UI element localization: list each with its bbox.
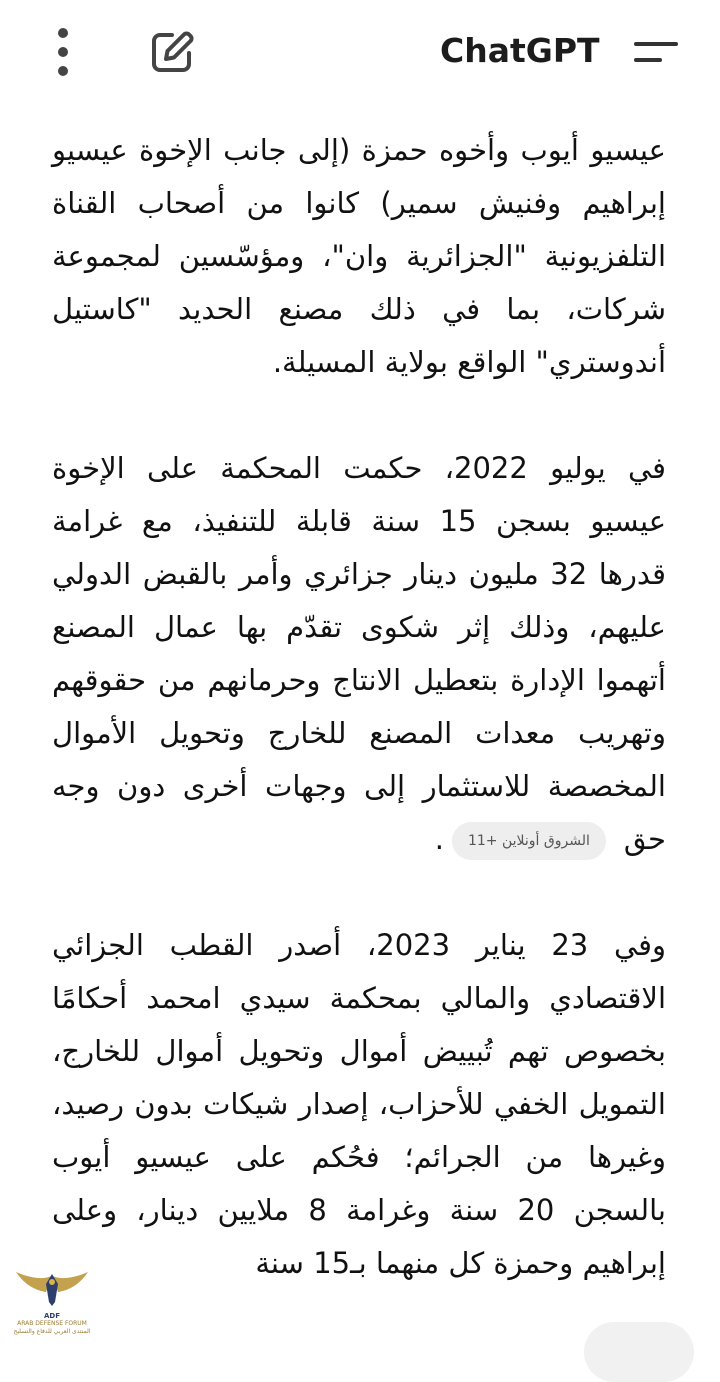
edit-icon[interactable] [146, 26, 198, 78]
message-paragraph-3: وفي 23 يناير 2023، أصدر القطب الجزائي الاقتصادي والمالي بمحكمة سيدي امحمد أحكامًا بخصوص تهم تُبييض أموال وتحويل أموال للخارج، التمويل الخفي للأحزاب، إصدار شيكات بدون رصيد، وغيرها من الجرائم؛ فحُكم على عيسيو أيوب بالسجن 20 سنة وغرامة 8 ملايين دينار، وعلى إبراهيم وحمزة كل منهما بـ15 سنة [52, 928, 667, 1280]
forum-watermark [0, 1270, 104, 1342]
source-citation-chip[interactable]: الشروق أونلاين +11 [452, 822, 606, 860]
watermark-logo-text: ADF [43, 1312, 60, 1320]
message-paragraph-2 [52, 442, 666, 866]
top-app-bar [0, 0, 720, 104]
watermark-line-1: ARAB DEFENSE FORUM [17, 1320, 87, 1327]
scroll-button[interactable] [584, 1322, 694, 1382]
paragraph-end-mark: . [434, 822, 444, 856]
app-title: ChatGPT [440, 31, 600, 70]
more-vertical-icon[interactable] [46, 28, 80, 76]
message-paragraph-1: عيسيو أيوب وأخوه حمزة (إلى جانب الإخوة عيسيو إبراهيم وفنيش سمير) كانوا من أصحاب القناة التلفزيونية "الجزائرية وان"، ومؤسّسين لمجموعة شركات، بما في ذلك مصنع الحديد "كاستيل أندوستري" الواقع بولاية المسيلة. [52, 133, 666, 379]
assistant-message [52, 124, 666, 1343]
hamburger-menu-icon[interactable] [634, 36, 680, 68]
eagle-logo-icon [12, 1270, 92, 1312]
message-paragraph-2-text: في يوليو 2022، حكمت المحكمة على الإخوة عيسيو بسجن 15 سنة قابلة للتنفيذ، مع غرامة قدرها 32 مليون دينار جزائري وأمر بالقبض الدولي عليهم، وذلك إثر شكوى تقدّم بها عمال المصنع أتهموا الإدارة بتعطيل الانتاج وحرمانهم من حقوقهم وتهريب معدات المصنع للخارج وتحويل الأموال المخصصة للاستثمار إلى وجهات أخرى دون وجه حق [52, 451, 666, 856]
watermark-line-2: المنتدى العربي للدفاع والتسليح [13, 1328, 91, 1335]
